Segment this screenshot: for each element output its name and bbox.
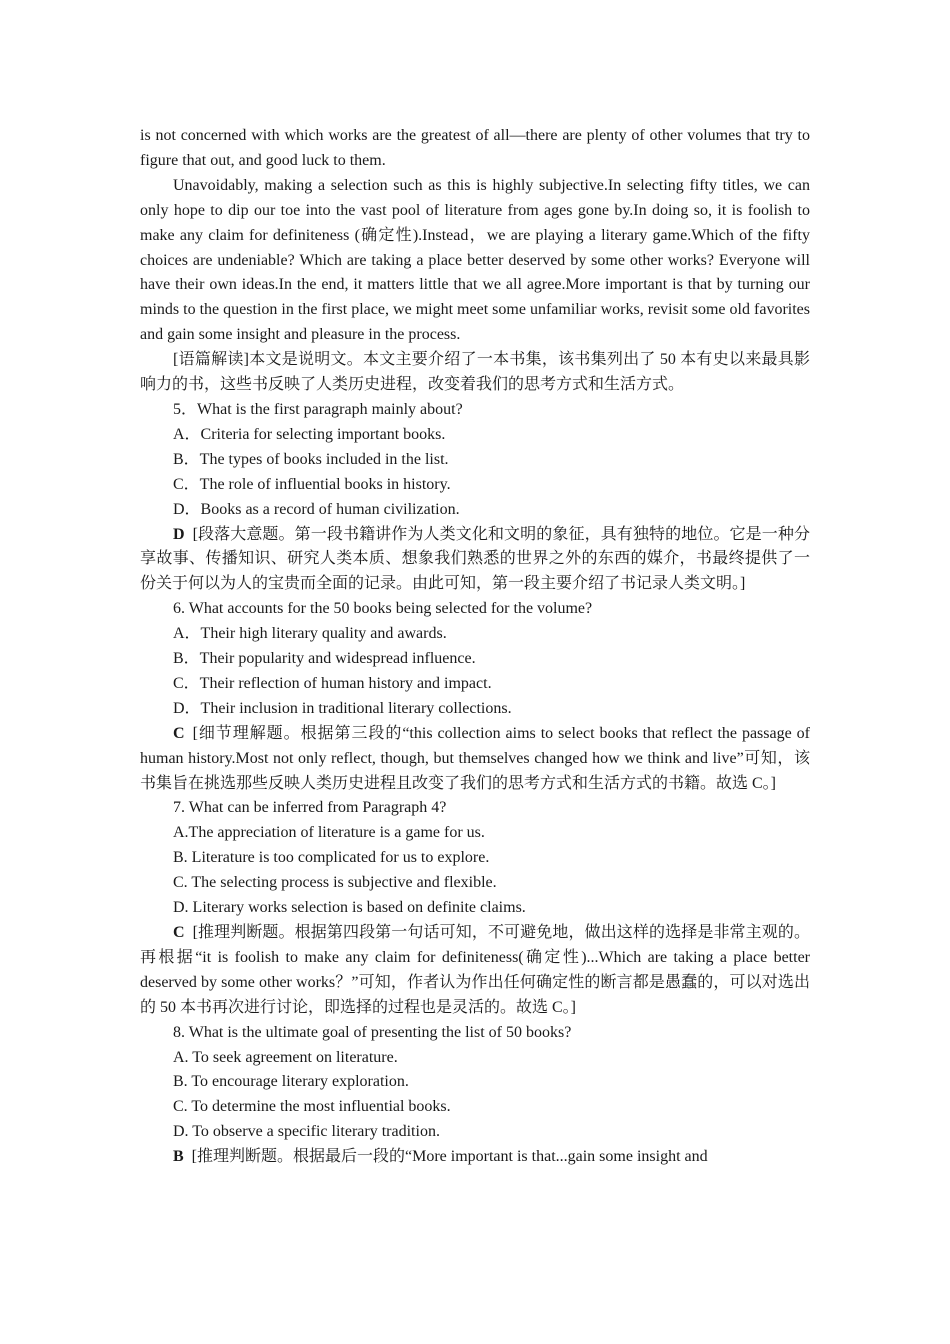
question-option: A. To seek agreement on literature. [173,1048,398,1066]
question-option: C．Their reflection of human history and impact. [173,674,492,692]
answer-letter: C [173,924,185,941]
question-option: C. The selecting process is subjective and flexible. [173,874,497,892]
question-option: A．Their high literary quality and awards. [173,625,447,643]
question-option: B. Literature is too complicated for us to explore. [173,849,490,867]
question-stem: 5．What is the first paragraph mainly about? [173,400,463,418]
passage-analysis [140,348,810,398]
analysis-label: [语篇解读] [173,351,249,369]
passage-paragraph-last: Unavoidably, making a selection such as this is highly subjective.In selecting fifty titles, we can only hope to dip our toe into the vast pool of literature from ages gone by.In doing so, it is foolish to make any claim for definiteness (确定性).Instead，we are playing a literary game.Which of the fifty choices are undeniable? Which are taking a place better deserved by some other works? Everyone will have their own ideas.In the end, it matters little that we all agree.More important is that by turning our minds to the question in the first place, we might meet some unfamiliar works, revisit some old favorites and gain some insight and pleasure in the process. [140,176,810,344]
document-page [140,124,810,1170]
answer-explanation [140,722,810,797]
passage-paragraph-continued: is not concerned with which works are the greatest of all—there are plenty of other volumes that try to figure that out, and good luck to them. [140,127,810,169]
answer-explanation [140,523,810,598]
analysis-text: 本文是说明文。本文主要介绍了一本书集，该书集列出了 50 本有史以来最具影响力的书，这些书反映了人类历史进程，改变着我们的思考方式和生活方式。 [140,351,810,394]
question-option: C．The role of influential books in history. [173,475,451,493]
question-option: D．Their inclusion in traditional literary collections. [173,699,512,717]
answer-explanation [140,921,810,1021]
question-option: B．Their popularity and widespread influence. [173,650,476,668]
question-option: A．Criteria for selecting important books. [173,425,446,443]
answer-letter: D [173,525,185,543]
explanation-text: [推理判断题。根据最后一段的“More important is that...gain some insight and [191,1148,708,1166]
question-option: C. To determine the most influential books. [173,1098,451,1116]
question-option: A.The appreciation of literature is a game for us. [173,824,485,842]
explanation-text: [推理判断题。根据第四段第一句话可知，不可避免地，做出这样的选择是非常主观的。再根据“it is foolish to make any claim for definiteness(确定性)...Which are taking a place better deserved by some other works？”可知，作者认为作出任何确定性的断言都是愚蠢的，可以对选出的 50 本书再次进行讨论，即选择的过程也是灵活的。故选 C。] [140,924,810,1016]
answer-letter: C [173,724,185,742]
answer-explanation [140,1145,810,1170]
explanation-text: [段落大意题。第一段书籍讲作为人类文化和文明的象征，具有独特的地位。它是一种分享故事、传播知识、研究人类本质、想象我们熟悉的世界之外的东西的媒介，书最终提供了一份关于何以为人的宝贵而全面的记录。由此可知，第一段主要介绍了书记录人类文明。] [140,525,810,593]
explanation-text: [细节理解题。根据第三段的“this collection aims to select books that reflect the passage of human history.Most not only reflect, though, but themselves changed how we think and live”可知，该书集旨在挑选那些反映人类历史进程且改变了我们的思考方式和生活方式的书籍。故选 C。] [140,724,810,792]
question-option: D．Books as a record of human civilization. [173,500,460,518]
question-option: D. To observe a specific literary tradition. [173,1123,440,1141]
question-option: B．The types of books included in the list. [173,450,449,468]
question-stem: 8. What is the ultimate goal of presenting the list of 50 books? [173,1023,572,1041]
question-option: B. To encourage literary exploration. [173,1073,409,1091]
question-stem: 7. What can be inferred from Paragraph 4? [173,799,447,817]
question-stem: 6. What accounts for the 50 books being selected for the volume? [173,600,593,618]
answer-letter: B [173,1148,184,1166]
question-option: D. Literary works selection is based on definite claims. [173,899,526,917]
